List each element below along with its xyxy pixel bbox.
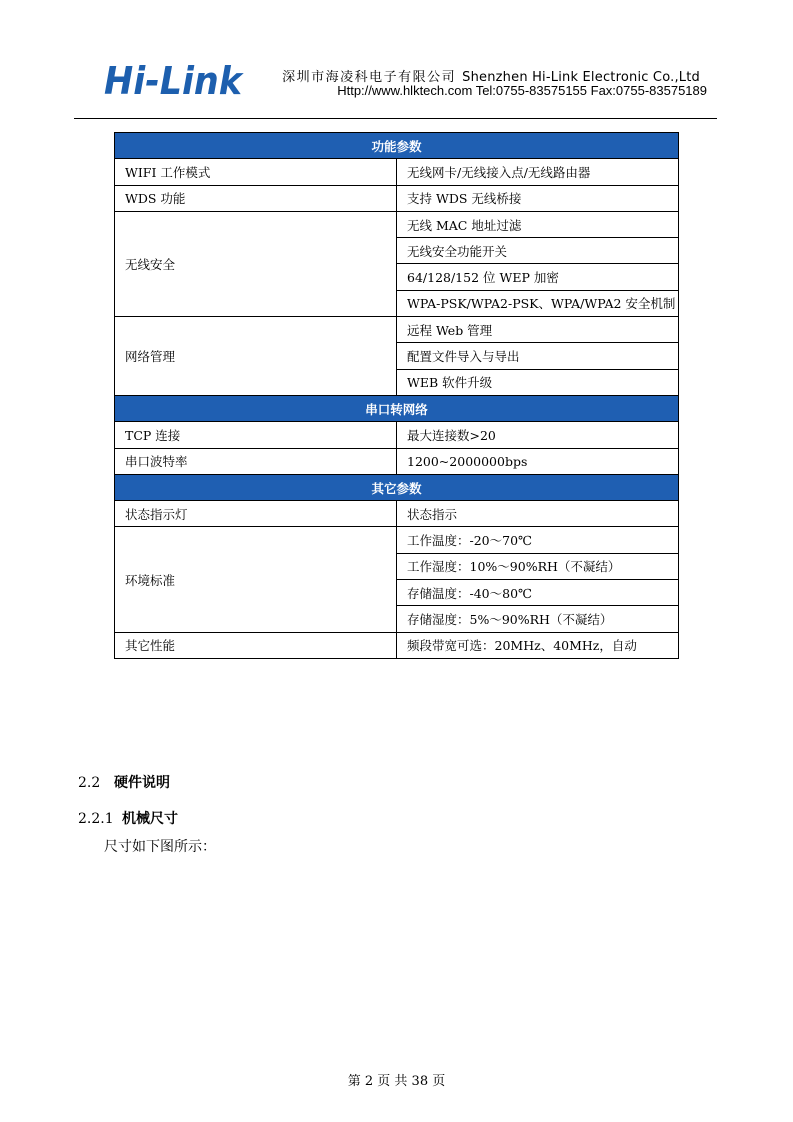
row-value: WEB 软件升级	[397, 369, 679, 395]
row-label: 其它性能	[115, 632, 397, 658]
row-value: 存储湿度：5%～90%RH（不凝结）	[397, 606, 679, 632]
row-value: 无线安全功能开关	[397, 238, 679, 264]
row-value: 状态指示	[397, 501, 679, 527]
row-value: 频段带宽可选：20MHz、40MHz，自动	[397, 632, 679, 658]
body-paragraph: 尺寸如下图所示：	[104, 839, 216, 855]
row-label: 网络管理	[115, 317, 397, 396]
table-row	[115, 501, 679, 527]
header-divider	[74, 118, 717, 119]
row-label: 环境标准	[115, 527, 397, 632]
row-value: 远程 Web 管理	[397, 317, 679, 343]
table-row	[115, 632, 679, 658]
section-title: 功能参数	[115, 133, 679, 159]
row-label: TCP 连接	[115, 422, 397, 448]
row-label: WDS 功能	[115, 185, 397, 211]
row-value: 配置文件导入与导出	[397, 343, 679, 369]
table-row	[115, 527, 679, 553]
page-header	[0, 0, 793, 122]
section-heading	[78, 772, 170, 792]
section-title: 串口转网络	[115, 395, 679, 421]
row-value: 1200~2000000bps	[397, 448, 679, 474]
page-footer: 第 2 页 共 38 页	[347, 1074, 446, 1089]
section-row-function	[115, 133, 679, 159]
table-row	[115, 422, 679, 448]
section-row-serial	[115, 395, 679, 421]
row-value: 工作温度：-20～70℃	[397, 527, 679, 553]
section-title: 其它参数	[115, 474, 679, 500]
contact-line: Http://www.hlktech.com Tel:0755-83575155 Fax:0755-83575189	[337, 83, 707, 98]
row-value: 64/128/152 位 WEP 加密	[397, 264, 679, 290]
subsection-heading	[78, 808, 178, 828]
spec-table	[114, 132, 679, 659]
row-value: 支持 WDS 无线桥接	[397, 185, 679, 211]
section-title: 硬件说明	[114, 775, 170, 791]
table-row	[115, 317, 679, 343]
hi-link-logo	[104, 58, 244, 102]
row-label: 串口波特率	[115, 448, 397, 474]
table-row	[115, 211, 679, 237]
section-number: 2.2	[78, 775, 101, 791]
row-value: 无线 MAC 地址过滤	[397, 211, 679, 237]
row-value: 最大连接数>20	[397, 422, 679, 448]
row-value: 存储温度：-40～80℃	[397, 580, 679, 606]
section-row-other	[115, 474, 679, 500]
subsection-number: 2.2.1	[78, 811, 114, 827]
table-row	[115, 185, 679, 211]
row-value: WPA-PSK/WPA2-PSK、WPA/WPA2 安全机制	[397, 290, 679, 316]
subsection-title: 机械尺寸	[122, 811, 178, 827]
table-row	[115, 448, 679, 474]
row-value: 工作湿度：10%～90%RH（不凝结）	[397, 553, 679, 579]
company-name-en: Shenzhen Hi-Link Electronic Co.,Ltd	[462, 70, 700, 85]
company-name-cn: 深圳市海凌科电子有限公司	[282, 70, 457, 85]
table-row	[115, 159, 679, 185]
row-label: 无线安全	[115, 211, 397, 316]
row-label: WIFI 工作模式	[115, 159, 397, 185]
row-label: 状态指示灯	[115, 501, 397, 527]
row-value: 无线网卡/无线接入点/无线路由器	[397, 159, 679, 185]
logo-text: Hi-Link	[104, 59, 244, 102]
